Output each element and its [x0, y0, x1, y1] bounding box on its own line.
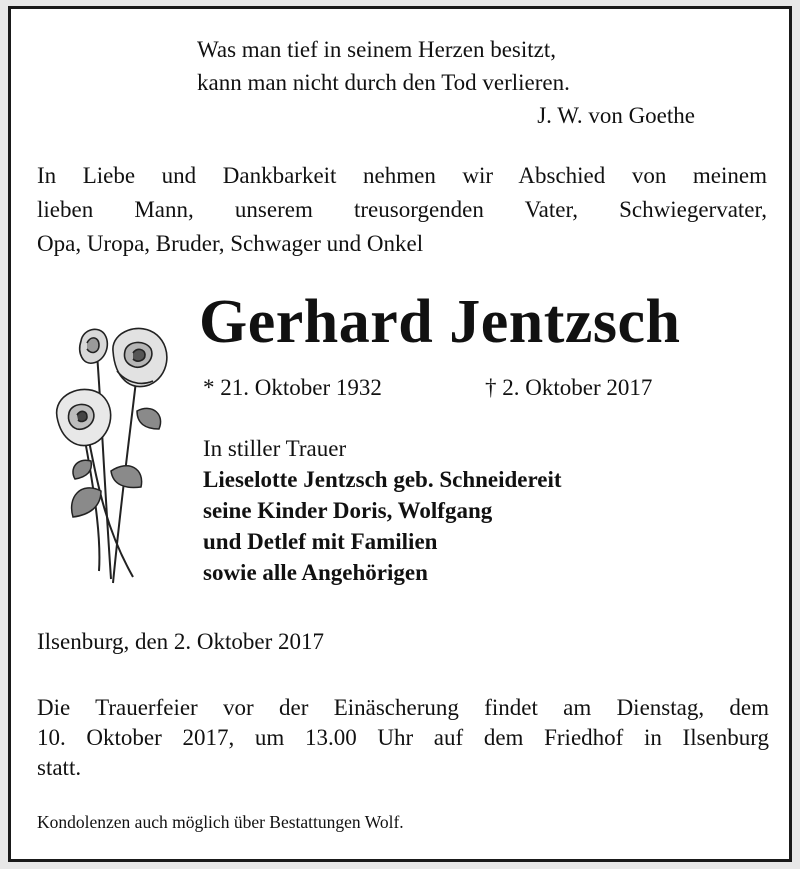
quote-author: J. W. von Goethe	[537, 103, 695, 128]
mourning-heading: In stiller Trauer	[203, 436, 347, 461]
mourner-line: sowie alle Angehörigen	[203, 560, 428, 585]
deceased-name: Gerhard Jentzsch	[199, 288, 681, 356]
birth-date: * 21. Oktober 1932	[203, 375, 382, 400]
quote-line-2: kann man nicht durch den Tod verlieren.	[197, 70, 570, 95]
farewell-line-3: Opa, Uropa, Bruder, Schwager und Onkel	[37, 231, 424, 256]
farewell-line-2: lieben Mann, unserem treusorgenden Vater, Schwiegervater,	[37, 197, 767, 222]
farewell-text	[37, 159, 767, 261]
ceremony-line-3: statt.	[37, 755, 82, 780]
ceremony-line-1: Die Trauerfeier vor der Einäscherung findet am Dienstag, dem	[37, 695, 769, 720]
mourner-line: Lieselotte Jentzsch geb. Schneidereit	[203, 467, 562, 492]
mourner-line: seine Kinder Doris, Wolfgang	[203, 498, 493, 523]
mourners-block	[203, 433, 562, 588]
ceremony-line-2: 10. Oktober 2017, um 13.00 Uhr auf dem Friedhof in Ilsenburg	[37, 725, 769, 750]
ceremony-info	[37, 693, 769, 783]
death-date: † 2. Oktober 2017	[485, 375, 653, 400]
farewell-line-1: In Liebe und Dankbarkeit nehmen wir Abschied von meinem	[37, 163, 767, 188]
life-dates	[203, 375, 653, 401]
roses-illustration-icon	[41, 321, 171, 596]
condolence-note: Kondolenzen auch möglich über Bestattungen Wolf.	[37, 812, 404, 832]
place-and-date: Ilsenburg, den 2. Oktober 2017	[37, 629, 325, 654]
goethe-quote	[197, 33, 697, 132]
mourner-line: und Detlef mit Familien	[203, 529, 438, 554]
quote-line-1: Was man tief in seinem Herzen besitzt,	[197, 37, 556, 62]
obituary-card	[8, 6, 792, 862]
